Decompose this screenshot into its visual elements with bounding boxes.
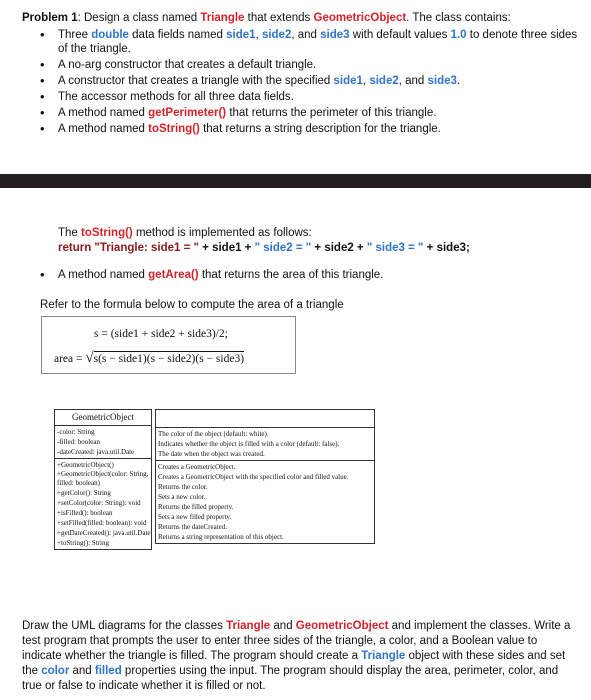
page-divider-bar — [0, 174, 591, 188]
uml-class-title: GeometricObject — [55, 410, 151, 426]
class-name-geometric: GeometricObject — [313, 12, 407, 24]
intro-text: that extends — [244, 12, 314, 24]
field-description: The date when the object was created. — [158, 450, 265, 458]
class-name-triangle: Triangle — [200, 12, 245, 24]
uml-field: -color: String — [57, 428, 95, 436]
requirements-list — [40, 28, 580, 136]
uml-method: +toString(): String — [57, 539, 109, 547]
sqrt-icon: √ — [85, 350, 94, 366]
list-item: • A method named toString() that returns a string description for the triangle. — [40, 122, 580, 136]
final-instructions: Draw the UML diagrams for the classes Triangle and GeometricObject and implement the classes. Write a test program that prompts the user to enter three sides of the triangle, a color, and a Boolean value to indicate whether the triangle is filled. The program should create a Triangle object with these sides and set the color and filled properties using the input. The program should display the area, perimeter, color, and true or false to indicate whether it is filled or not. — [22, 620, 571, 692]
tostring-intro: The toString() method is implemented as follows: — [58, 227, 312, 239]
formula-s: s = (side1 + side2 + side3)/2; — [94, 328, 228, 340]
list-item: • A method named getArea() that returns the area of this triangle. — [40, 268, 570, 282]
uml-method: +setColor(color: String): void — [57, 499, 141, 507]
problem-label: Problem 1 — [22, 12, 78, 24]
uml-descriptions — [155, 409, 375, 544]
method-description: Sets a new color. — [158, 493, 206, 501]
uml-method: +GeometricObject(color: String, filled: boolean) — [57, 470, 149, 487]
method-description: Sets a new filled property. — [158, 513, 232, 521]
uml-diagram — [54, 409, 375, 550]
uml-method: +getColor(): String — [57, 489, 111, 497]
list-item: • Three double data fields named side1, side2, and side3 with default values 1.0 to denote three sides of the triangle. — [40, 28, 580, 56]
tostring-code: return "Triangle: side1 = " + side1 + " side2 = " + side2 + " side3 = " + side3; — [58, 242, 470, 254]
field-description: Indicates whether the object is filled with a color (default: false). — [158, 440, 340, 448]
uml-class-box — [54, 409, 152, 550]
uml-field: -dateCreated: java.util.Date — [57, 448, 135, 456]
intro-text: . The class contains: — [406, 12, 511, 24]
formula-box — [41, 316, 296, 374]
formula-area: area = √s(s − side1)(s − side2)(s − side3) — [54, 350, 245, 366]
intro-text: : Design a class named — [77, 12, 201, 24]
field-description: The color of the object (default: white). — [158, 430, 269, 438]
method-description: Returns a string representation of this object. — [158, 533, 284, 541]
uml-method: +isFilled(): boolean — [57, 509, 113, 517]
list-item: • The accessor methods for all three data fields. — [40, 90, 580, 104]
list-item: • A constructor that creates a triangle with the specified side1, side2, and side3. — [40, 74, 580, 88]
list-item: • A no-arg constructor that creates a default triangle. — [40, 58, 580, 72]
method-description: Creates a GeometricObject. — [158, 463, 236, 471]
list-item: • A method named getPerimeter() that returns the perimeter of this triangle. — [40, 106, 580, 120]
refer-text: Refer to the formula below to compute the area of a triangle — [40, 299, 344, 311]
area-list — [40, 268, 570, 282]
method-description: Returns the color. — [158, 483, 208, 491]
method-description: Creates a GeometricObject with the specified color and filled value. — [158, 473, 349, 481]
method-description: Returns the dateCreated. — [158, 523, 228, 531]
problem-intro — [22, 11, 582, 25]
uml-field: -filled: boolean — [57, 438, 100, 446]
uml-method: +getDateCreated(): java.util.Date — [57, 529, 151, 537]
uml-methods — [55, 459, 151, 549]
uml-fields — [55, 426, 151, 459]
method-description: Returns the filled property. — [158, 503, 234, 511]
uml-method: +GeometricObject() — [57, 461, 114, 469]
uml-method: +setFilled(filled: boolean): void — [57, 519, 147, 527]
